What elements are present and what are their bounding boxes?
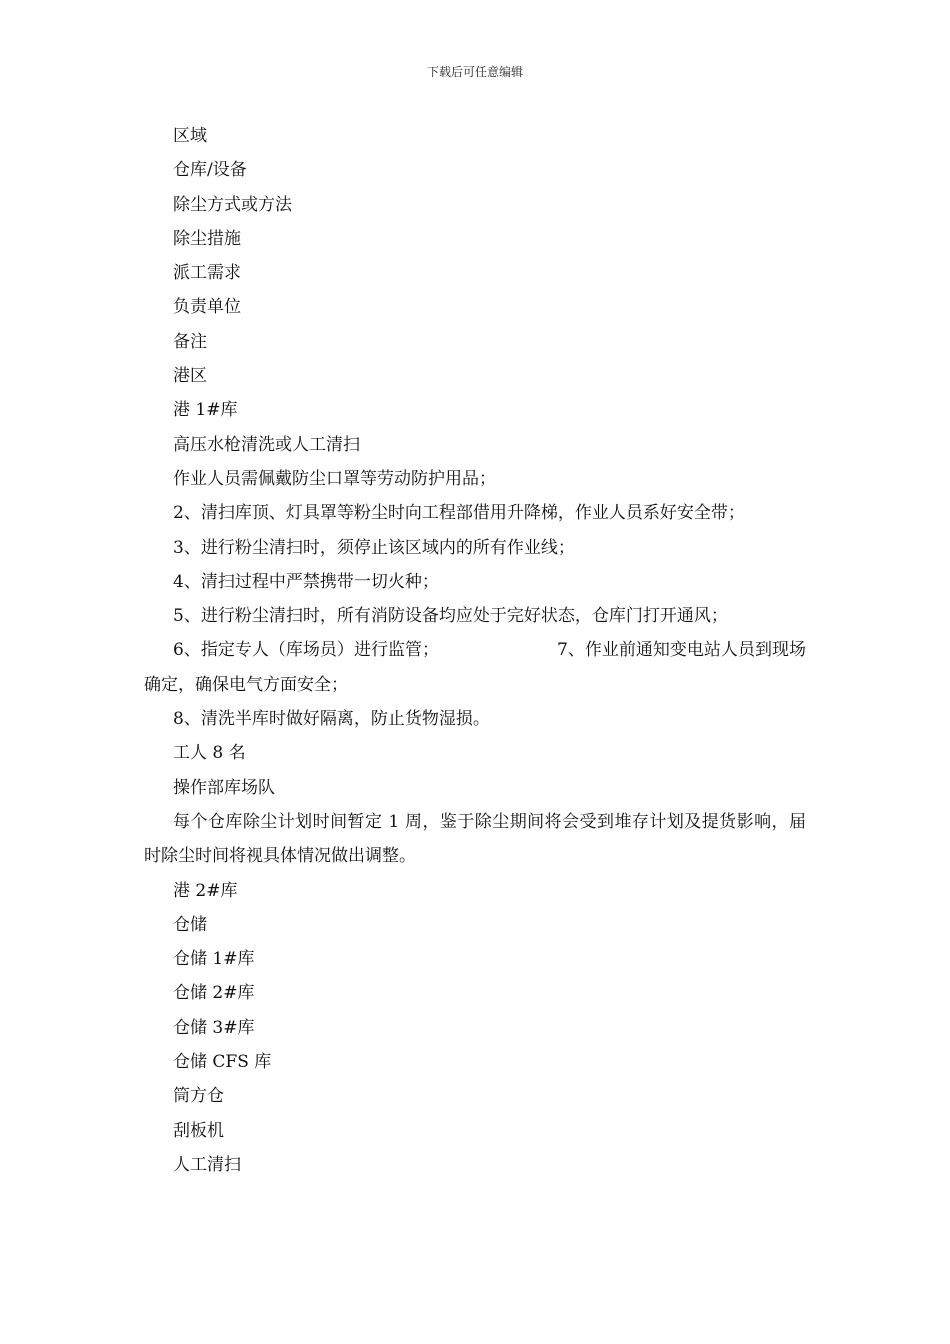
line-storage-cfs: 仓储 CFS 库 [173,1052,272,1073]
line-department: 操作部库场队 [173,777,275,798]
line-remark-text: 每个仓库除尘计划时间暂定 1 周，鉴于除尘期间将会受到堆存计划及提货影响，届时除尘时间将视具体情况做出调整。 [144,811,806,867]
line-port-warehouse-1: 港 1#库 [173,400,238,421]
measure-6-7 [144,633,806,702]
line-method-value: 高压水枪清洗或人工清扫 [173,434,360,455]
line-remarks: 备注 [173,331,207,352]
line-storage-warehouse-2: 仓储 2#库 [173,983,255,1004]
measure-3: 3、进行粉尘清扫时，须停止该区域内的所有作业线； [173,537,575,558]
line-port-warehouse-2: 港 2#库 [173,880,238,901]
line-manual-cleaning: 人工清扫 [173,1154,241,1175]
line-region: 区域 [173,126,207,146]
line-dust-method: 除尘方式或方法 [173,194,292,215]
measure-4: 4、清扫过程中严禁携带一切火种； [173,571,439,592]
line-storage-warehouse-3: 仓储 3#库 [173,1017,255,1038]
measure-7: 7、作业前通知变电站人员到现场确定，确保电气方面安全； [144,640,806,695]
measure-6: 6、指定专人（库场员）进行监管； [173,640,439,661]
line-storage-warehouse-1: 仓储 1#库 [173,949,255,970]
line-scraper: 刮板机 [173,1120,224,1141]
document-body [144,119,806,1182]
line-dust-measures: 除尘措施 [173,228,241,249]
measure-2: 2、清扫库顶、灯具罩等粉尘时向工程部借用升降梯，作业人员系好安全带； [173,503,745,524]
line-dispatch-demand: 派工需求 [173,263,241,284]
measure-1: 作业人员需佩戴防尘口罩等劳动防护用品； [173,468,496,489]
line-silo: 筒方仓 [173,1086,224,1107]
line-workers: 工人 8 名 [173,743,246,764]
measure-5: 5、进行粉尘清扫时，所有消防设备均应处于完好状态，仓库门打开通风； [173,606,728,627]
line-storage: 仓储 [173,914,207,935]
line-responsible-unit: 负责单位 [173,297,241,318]
line-warehouse-equipment: 仓库/设备 [173,160,247,181]
line-port-area: 港区 [173,366,207,387]
page-header: 下载后可任意编辑 [426,65,523,79]
measure-8: 8、清洗半库时做好隔离，防止货物湿损。 [173,709,490,730]
